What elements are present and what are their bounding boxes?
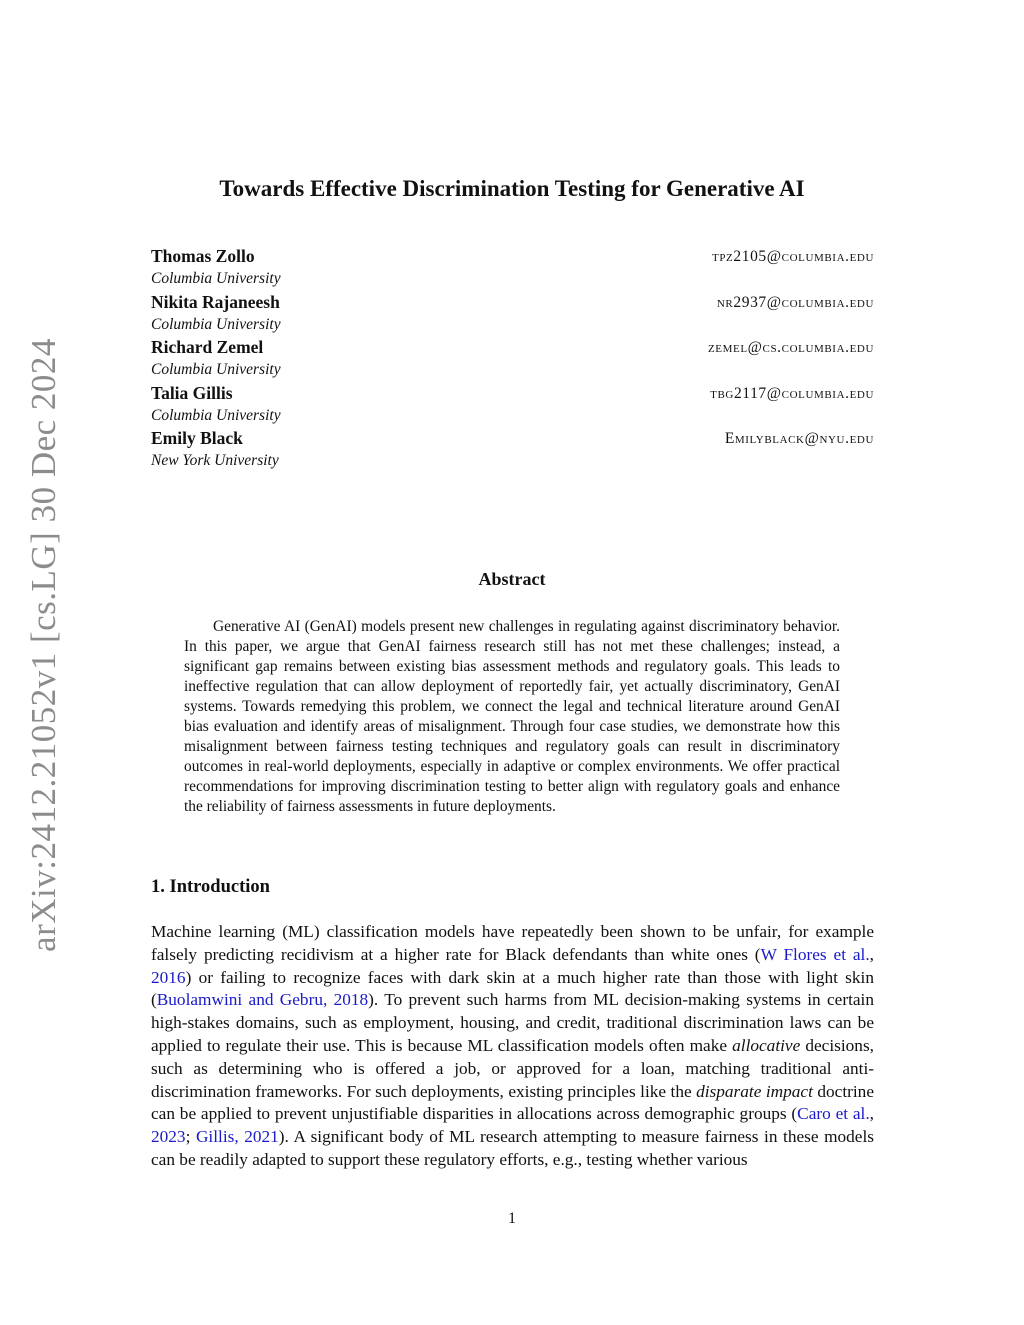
- author-affiliation: Columbia University: [151, 315, 281, 333]
- author-entry: [151, 246, 874, 292]
- body-text: ) or failing to recognize faces with dark skin at a much higher rate than those with light skin (: [151, 967, 874, 1010]
- author-email[interactable]: Emilyblack@nyu.edu: [724, 430, 874, 447]
- arxiv-stamp: arXiv:2412.21052v1 [cs.LG] 30 Dec 2024: [24, 338, 63, 952]
- author-entry: [151, 428, 874, 474]
- author-block: [151, 246, 874, 474]
- section-heading-introduction: 1. Introduction: [151, 877, 270, 897]
- page-number: 1: [508, 1210, 516, 1227]
- body-text: decisions, such as determining who is offered a job, or approved for a loan, matching traditional anti-discrimination frameworks. For such deployments, existing principles like the: [151, 1035, 874, 1101]
- author-entry: [151, 383, 874, 429]
- introduction-paragraph: [151, 921, 874, 1172]
- author-name: Talia Gillis: [151, 382, 233, 403]
- body-text: doctrine can be applied to prevent unjustifiable disparities in allocations across demographic groups (: [151, 1081, 874, 1124]
- author-entry: [151, 292, 874, 338]
- citation-link[interactable]: Buolamwini and Gebru, 2018: [156, 990, 369, 1010]
- citation-link[interactable]: 2016: [151, 967, 186, 987]
- body-text: ,: [869, 944, 874, 964]
- citation-link[interactable]: Caro et al.: [797, 1104, 870, 1124]
- author-name: Nikita Rajaneesh: [151, 291, 280, 312]
- paper-title: Towards Effective Discrimination Testing for Generative AI: [219, 176, 805, 201]
- body-text: ;: [185, 1127, 196, 1147]
- author-email[interactable]: nr2937@columbia.edu: [716, 293, 874, 311]
- author-email[interactable]: tpz2105@columbia.edu: [712, 248, 874, 265]
- author-name: Thomas Zollo: [151, 246, 255, 266]
- emphasis-text: disparate impact: [696, 1081, 813, 1101]
- abstract-text: Generative AI (GenAI) models present new challenges in regulating against discriminatory behavior. In this paper, we argue that GenAI fairness research still has not met these challenges; instead, a significant gap remains between existing bias assessment methods and regulatory goals. This leads to ineffective regulation that can allow deployment of reportedly fair, yet actually discriminatory, GenAI systems. Towards remedying this problem, we connect the legal and technical literature around GenAI bias evaluation and identify areas of misalignment. Through four case studies, we demonstrate how this misalignment between fairness testing techniques and regulatory goals can result in discriminatory outcomes in real-world deployments, especially in adaptive or complex environments. We offer practical recommendations for improving discrimination testing to better align with regulatory goals and enhance the reliability of fairness assessments in future deployments.: [184, 618, 840, 815]
- author-affiliation: Columbia University: [151, 406, 281, 424]
- body-text: ). To prevent such harms from ML decision-making systems in certain high-stakes domains, such as employment, housing, and credit, traditional discrimination laws can be applied to regulate their use. This is because ML classification models often make: [151, 990, 874, 1055]
- author-name: Richard Zemel: [151, 337, 264, 357]
- author-affiliation: Columbia University: [151, 361, 281, 378]
- body-text: ,: [869, 1104, 874, 1124]
- author-affiliation: Columbia University: [151, 270, 281, 287]
- citation-link[interactable]: Gillis, 2021: [195, 1127, 279, 1147]
- author-entry: [151, 337, 874, 383]
- emphasis-text: allocative: [732, 1035, 801, 1055]
- author-email[interactable]: tbg2117@columbia.edu: [710, 384, 874, 402]
- author-name: Emily Black: [151, 428, 243, 448]
- author-email[interactable]: zemel@cs.columbia.edu: [707, 339, 874, 356]
- body-text: Machine learning (ML) classification models have repeatedly been shown to be unfair, for example falsely predicting recidivism at a higher rate for Black defendants than white ones (: [151, 922, 874, 964]
- citation-link[interactable]: W Flores et al.: [760, 944, 870, 964]
- abstract-heading: Abstract: [478, 569, 546, 589]
- author-affiliation: New York University: [151, 452, 279, 469]
- body-text: ). A significant body of ML research attempting to measure fairness in these models can be readily adapted to support these regulatory efforts, e.g., testing whether various: [151, 1127, 875, 1169]
- citation-link[interactable]: 2023: [151, 1127, 186, 1147]
